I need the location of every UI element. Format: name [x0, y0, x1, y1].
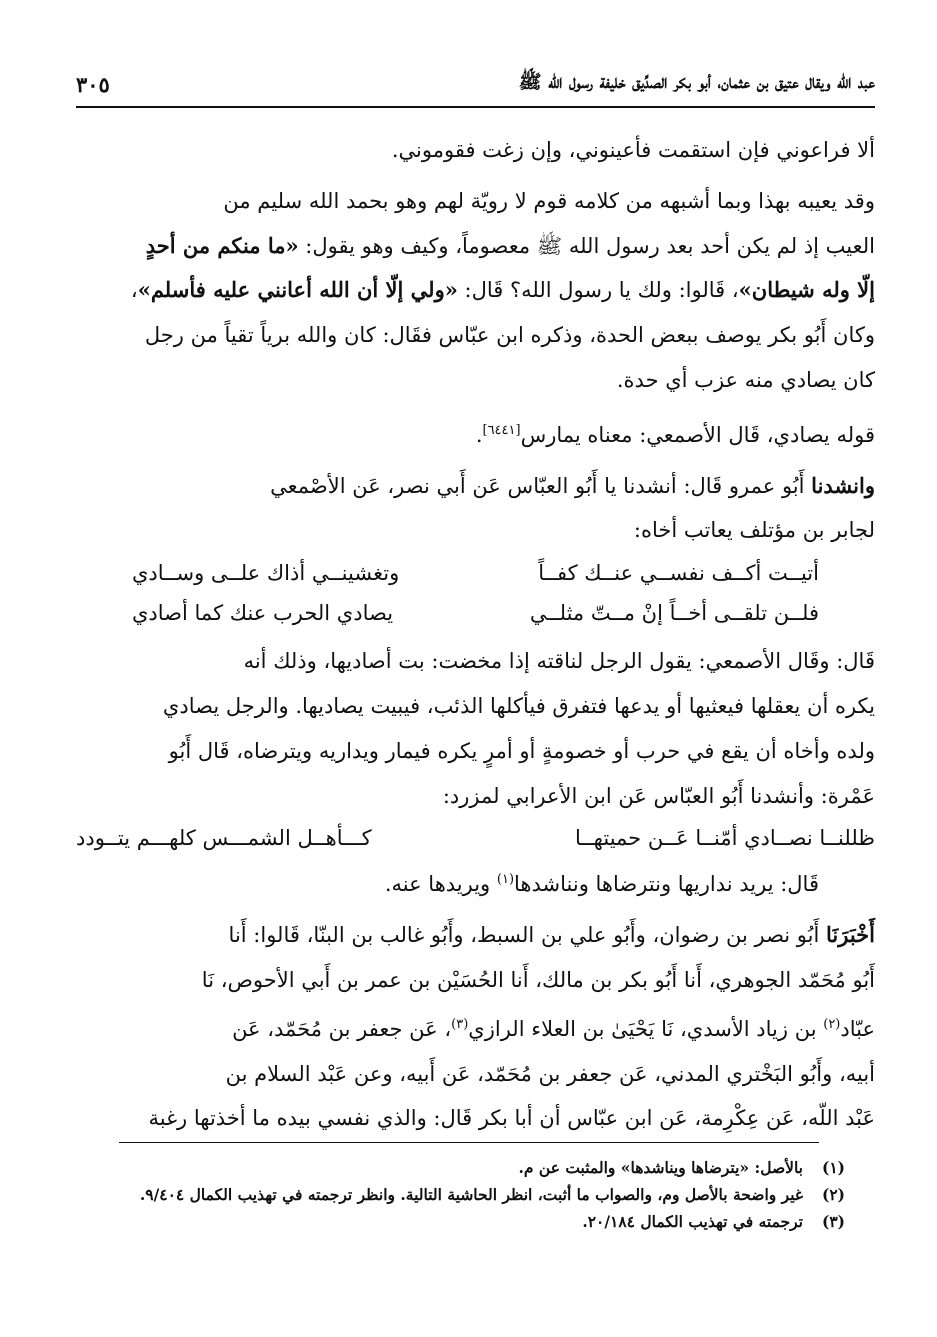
body-text — [76, 128, 875, 1141]
footnote-text: بالأصل: «يترضاها ويناشدها» والمثبت عن م. — [518, 1158, 803, 1177]
isnad-keyword: وانشدنا — [811, 472, 875, 498]
footnote-text: غير واضحة بالأصل وم، والصواب ما أثبت، انظر الحاشية التالية. وانظر ترجمته في تهذيب الكمال ٩/٤٠٤. — [139, 1185, 803, 1204]
verse-second-hemistich: وتغشينــي أذاك علــى وســادي — [132, 561, 400, 586]
footnote-ref: (٢) — [823, 1016, 841, 1032]
page-header — [76, 62, 875, 108]
poem-verse — [76, 593, 875, 633]
verse-first-hemistich: فلــن تلقــى أخــاً إنْ مــتّ مثلــي — [529, 601, 819, 626]
footnotes — [76, 1154, 845, 1235]
paragraph-line: أَخْبَرَنَا أَبُو نصر بن رضوان، وأَبُو علي بن السبط، وأَبُو غالب بن البنّا، قَالوا: أَنا — [228, 922, 875, 948]
footnote-number: (٢) — [821, 1185, 845, 1204]
footnote-ref: (١) — [496, 872, 515, 888]
paragraph-line: قَال: يريد نداريها ونترضاها ونناشدها$^{(١)}$ ويريدها عنه. — [384, 872, 819, 897]
paragraph-line: أَبُو مُحَمّد الجوهري، أَنا أَبُو بكر بن مالك، أَنا الحُسَيْن بن عمر بن أَبي الأحوص، نَا — [201, 967, 875, 992]
hadith-quote: «ما منكم من أحدٍ — [145, 232, 299, 258]
paragraph-line: عَبْد اللّه، عَن عِكْرِمة، عَن ابن عبّاس أن أبا بكر قَال: والذي نفسي بيده ما أخذتها رغبة — [148, 1106, 875, 1131]
paragraph-line: عبّاد$^{(٢)}$ بن زياد الأسدي، نَا يَحْيَىٰ بن العلاء الرازي$^{(٣)}$، عَن جعفر بن مُحَمّد، عَن — [232, 1016, 875, 1041]
paragraph-line: لجابر بن مؤتلف يعاتب أخاه: — [633, 518, 875, 543]
paragraph-line: ولده وأخاه أن يقع في حرب أو خصومةٍ أو أمرٍ يكره فيمار ويداريه ويترضاه، قَال أَبُو — [168, 738, 875, 763]
footnote-text: ترجمته في تهذيب الكمال ٢٠/١٨٤. — [582, 1212, 803, 1231]
footnote-divider — [119, 1142, 819, 1143]
paragraph-line: يكره أن يعقلها فيعثيها أو يدعها فتفرق فيأكلها الذئب، فيبيت يصاديها. والرجل يصادي — [162, 693, 875, 718]
hadith-quote: «ولي إلّا أن الله أعانني عليه فأسلم» — [137, 277, 458, 303]
paragraph-line: إلّا وله شيطان»، قَالوا: ولك يا رسول الله؟ قَال: «ولي إلّا أن الله أعانني عليه فأسلم»، — [130, 277, 875, 303]
verse-first-hemistich: أتيــت أكــف نفســي عنــك كفــاً — [538, 561, 819, 586]
poem-verse — [76, 818, 875, 858]
footnote-number: (١) — [821, 1158, 845, 1177]
paragraph-line: عَمْرة: وأنشدنا أَبُو العبّاس عَن ابن الأعرابي لمزرد: — [442, 783, 875, 808]
running-title: عبد الله ويقال عتيق بن عثمان، أبو بكر الصدِّيق خليفة رسول الله ﷺ — [518, 71, 875, 93]
paragraph-line: كان يصادي منه عزب أي حدة. — [616, 367, 875, 392]
verse-second-hemistich: كـــأهــل الشمـــس كلهـــم يتــودد — [76, 826, 372, 851]
paragraph-line: وقد يعيبه بهذا وبما أشبهه من كلامه قوم لا رويّة لهم وهو بحمد الله سليم من — [223, 188, 875, 213]
paragraph-line: أبيه، وأَبُو البَخْتري المدني، عَن جعفر بن مُحَمّد، عَن أَبيه، وعن عَبْد السلام بن — [225, 1061, 875, 1086]
footnote-number: (٣) — [821, 1212, 845, 1231]
text-line: ألا فراعوني فإن استقمت فأعينوني، وإن زغت فقوموني. — [391, 138, 875, 162]
footnote — [76, 1154, 845, 1181]
verse-second-hemistich: يصادي الحرب عنك كما أصادي — [132, 601, 394, 626]
hadith-quote: إلّا وله شيطان» — [738, 277, 875, 303]
paragraph-line: وانشدنا أَبُو عمرو قَال: أنشدنا يا أَبُو العبّاس عَن أَبي نصر، عَن الأصْمعي — [270, 472, 875, 498]
page-number: ٣٠٥ — [76, 71, 110, 97]
paragraph-line: قَال: وقَال الأصمعي: يقول الرجل لناقته إذا مخضت: بت أصاديها، وذلك أنه — [243, 649, 875, 674]
paragraph-line: قوله يصادي، قَال الأصمعي: معناه يمارس[٦٤٤١]. — [475, 422, 875, 447]
paragraph-line: وكان أَبُو بكر يوصف ببعض الحدة، وذكره ابن عبّاس فقَال: كان والله برياً تقياً من رجل — [144, 323, 875, 348]
verse-first-hemistich: ظللنــا نصــادي أمّنــا عَــن حميتهــا — [574, 826, 875, 851]
footnote-ref: (٣) — [451, 1016, 469, 1032]
paragraph-line: العيب إذ لم يكن أحد بعد رسول الله ﷺ معصوماً، وكيف وهو يقول: «ما منكم من أحدٍ — [145, 232, 875, 258]
footnote — [76, 1181, 845, 1208]
poem-verse — [76, 553, 875, 593]
reference-mark: [٦٤٤١] — [482, 422, 521, 438]
footnote — [76, 1208, 845, 1235]
isnad-keyword: أَخْبَرَنَا — [826, 922, 875, 948]
